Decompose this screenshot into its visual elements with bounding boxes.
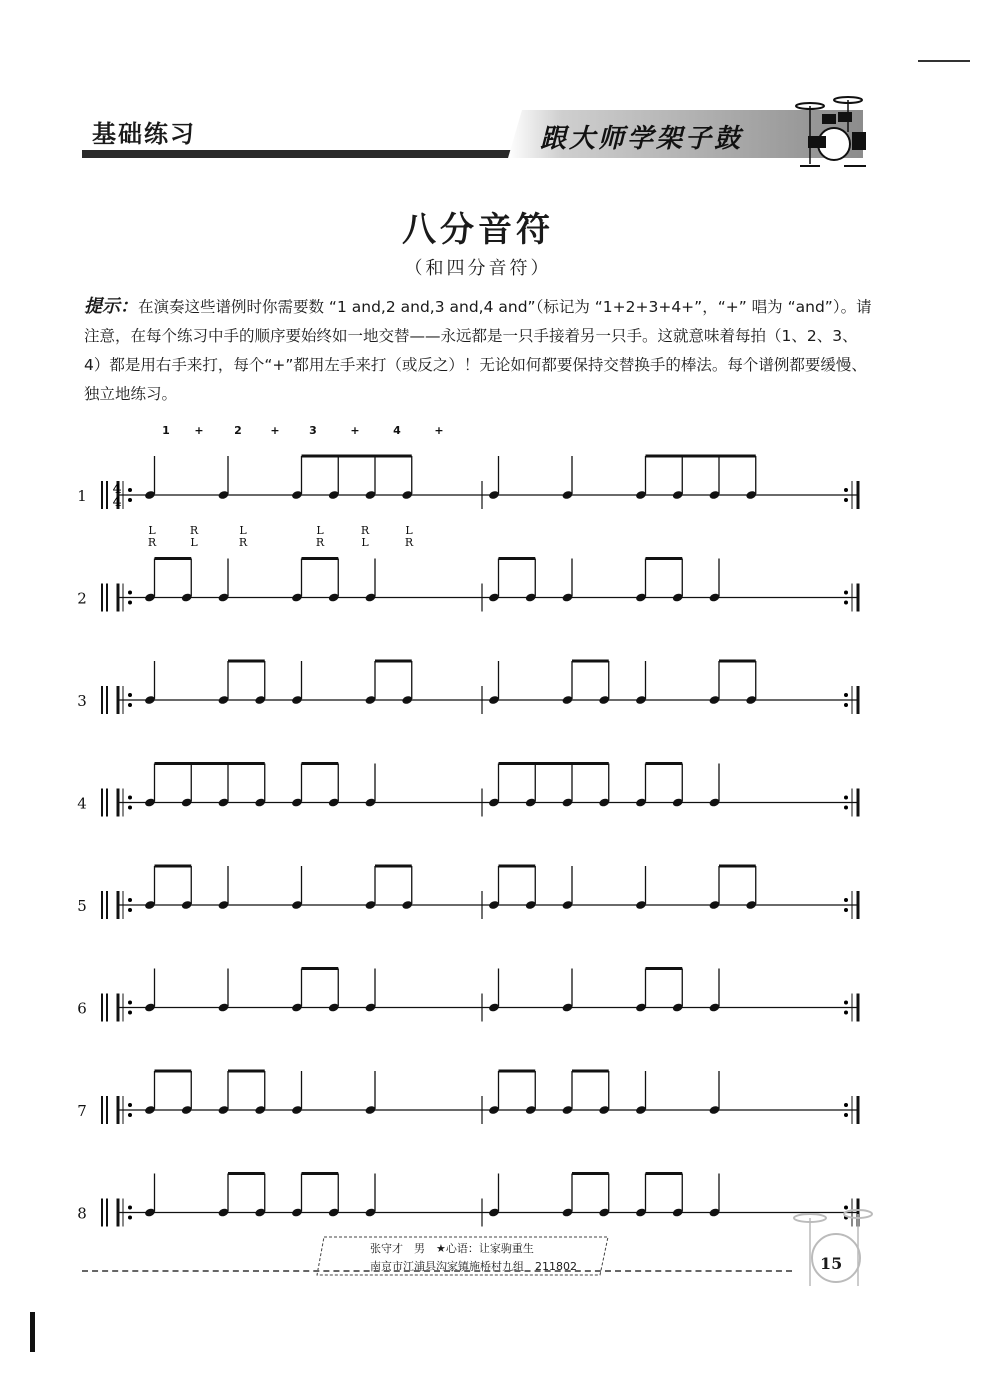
count-label: 4: [393, 424, 401, 437]
time-signature-denominator: 4: [112, 495, 122, 510]
sticking-bottom-label: R: [238, 536, 248, 549]
drum-kit-watermark-icon: [790, 1200, 880, 1294]
repeat-dot: [128, 908, 132, 912]
sticking-top-label: R: [360, 524, 370, 537]
repeat-dot: [128, 591, 132, 595]
exercise-number: 7: [77, 1102, 87, 1120]
sticking-top-label: R: [189, 524, 199, 537]
time-signature-numerator: 4: [112, 482, 122, 497]
exercise-number: 3: [77, 692, 87, 710]
sticking-bottom-label: R: [147, 536, 157, 549]
sticking-bottom-label: L: [361, 536, 369, 549]
repeat-dot: [128, 806, 132, 810]
exercise-number: 2: [77, 589, 87, 608]
repeat-dot: [128, 693, 132, 697]
count-label: +: [434, 424, 444, 437]
exercise-number: 6: [77, 999, 87, 1018]
exercise-number: 8: [77, 1204, 87, 1223]
repeat-dot: [844, 908, 848, 912]
exercise-8: [102, 1174, 858, 1227]
exercise-7: [102, 1071, 858, 1124]
repeat-dot: [128, 1216, 132, 1220]
repeat-dot: [128, 1206, 132, 1210]
scan-edge-mark: [30, 1312, 35, 1352]
repeat-dot: [844, 806, 848, 810]
repeat-dot: [128, 488, 132, 492]
book-title: 跟大师学架子鼓: [540, 124, 744, 154]
exercise-6: [102, 969, 858, 1022]
repeat-dot: [128, 1001, 132, 1005]
repeat-dot: [844, 1113, 848, 1117]
repeat-dot: [844, 1001, 848, 1005]
repeat-dot: [128, 498, 132, 502]
count-label: 2: [234, 424, 242, 437]
repeat-dot: [844, 1103, 848, 1107]
exercise-number: 4: [77, 794, 87, 813]
exercise-number: 5: [77, 897, 87, 915]
repeat-dot: [128, 1113, 132, 1117]
footer-author: 张守才 男 ★心语：让家驹重生: [370, 1242, 534, 1255]
repeat-dot: [128, 601, 132, 605]
exercise-number: 1: [77, 487, 87, 505]
repeat-dot: [128, 1103, 132, 1107]
page-number: 15: [820, 1254, 843, 1273]
repeat-dot: [844, 488, 848, 492]
repeat-dot: [844, 898, 848, 902]
footer-rule: [82, 1270, 792, 1272]
repeat-dot: [128, 703, 132, 707]
sticking-top-label: L: [239, 524, 247, 537]
count-label: +: [350, 424, 360, 437]
sticking-bottom-label: R: [315, 536, 325, 549]
exercise-4: [102, 764, 858, 817]
section-label: 基础练习: [92, 120, 196, 148]
sticking-top-label: L: [405, 524, 413, 537]
exercise-3: [102, 661, 858, 714]
repeat-dot: [128, 1011, 132, 1015]
sticking-bottom-label: R: [404, 536, 414, 549]
exercise-2: [102, 559, 858, 612]
repeat-dot: [844, 693, 848, 697]
repeat-dot: [844, 703, 848, 707]
repeat-dot: [844, 601, 848, 605]
count-label: +: [270, 424, 280, 437]
repeat-dot: [844, 591, 848, 595]
tip-label: 提示：: [84, 296, 138, 317]
count-label: 1: [162, 424, 170, 437]
repeat-dot: [128, 898, 132, 902]
sticking-bottom-label: L: [190, 536, 198, 549]
page-subtitle: （和四分音符）: [404, 258, 552, 279]
count-label: +: [194, 424, 204, 437]
repeat-dot: [844, 498, 848, 502]
repeat-dot: [844, 1011, 848, 1015]
sticking-top-label: L: [148, 524, 156, 537]
sticking-top-label: L: [316, 524, 324, 537]
footer-address: 南京市江浦县沟家镇施桥村九组 211802: [370, 1260, 577, 1273]
page-title: 八分音符: [402, 210, 554, 250]
repeat-dot: [128, 796, 132, 800]
exercise-5: [102, 866, 858, 919]
repeat-dot: [844, 796, 848, 800]
exercise-1: [102, 456, 858, 510]
count-label: 3: [309, 424, 317, 437]
tip-text: 在演奏这些谱例时你需要数 “1 and,2 and,3 and,4 and”（标记为 “1+2+3+4+”，“+” 唱为 “and”）。请注意，在每个练习中手的顺序要始终如一地交替——永远都是一只手接着另一只手。这就意味着每拍（1、2、3、4）都是用右手来打，每个“+”都用左手来打（或反之）！无论如何都要保持交替换手的棒法。每个谱例都要缓慢、独立地练习。: [84, 298, 872, 403]
